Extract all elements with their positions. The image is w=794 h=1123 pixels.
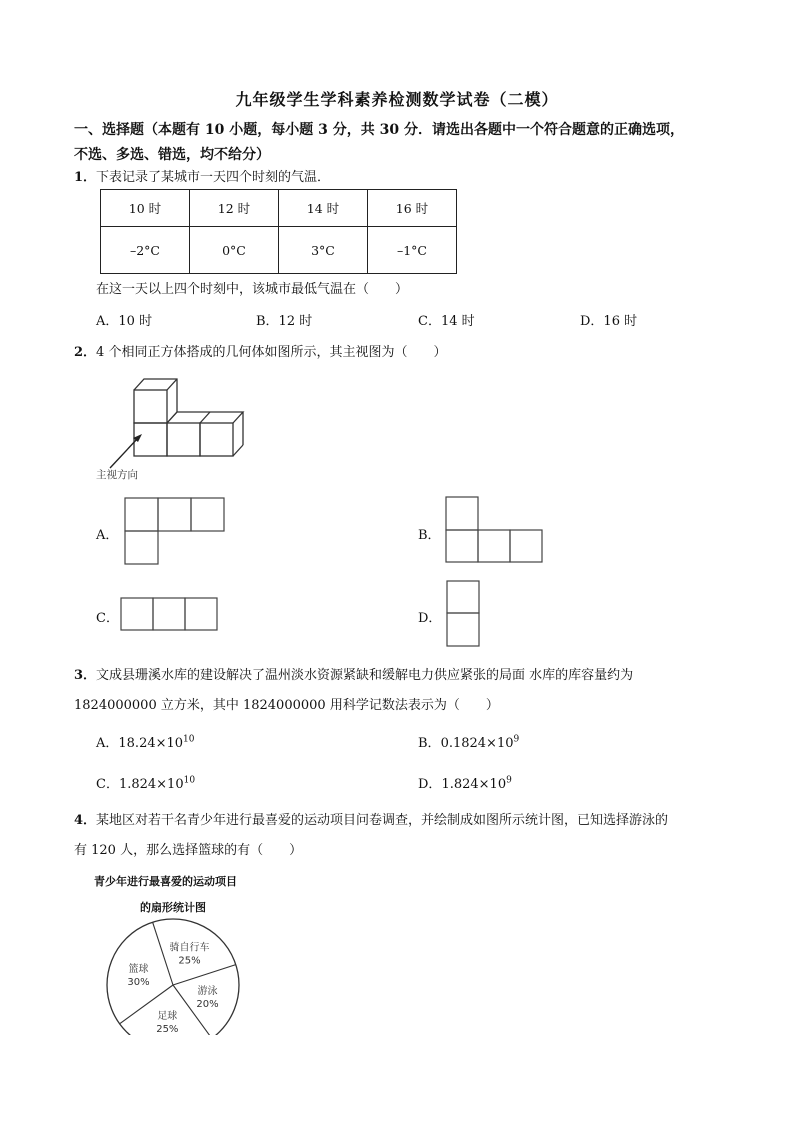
table-header-cell: 10 时 <box>101 190 190 227</box>
table-value-cell: 3°C <box>279 227 368 274</box>
q2-option-d[interactable]: D． <box>418 611 442 626</box>
pie-slice-label: 足球 <box>157 1010 178 1022</box>
option-label: A． <box>96 736 119 751</box>
option-base: 18.24×10 <box>118 736 184 751</box>
option-exponent: 9 <box>506 775 512 786</box>
table-header-cell: 12 时 <box>190 190 279 227</box>
q2-option-c[interactable]: C． <box>96 611 119 626</box>
q1-option-a[interactable]: A．10 时 <box>96 314 153 329</box>
pie-chart <box>100 915 250 1035</box>
question-4-text: 某地区对若干名青少年进行最喜爱的运动项目问卷调查，并绘制成如图所示统计图，已知选择游泳的 <box>96 813 669 828</box>
option-label: D． <box>418 777 442 792</box>
pie-slice-boundary <box>173 965 236 985</box>
q3-option-b[interactable] <box>418 732 519 751</box>
cube-figure <box>90 372 260 482</box>
page-title: 九年级学生学科素养检测数学试卷（二模） <box>235 90 559 109</box>
temperature-table <box>100 189 457 274</box>
section-line-2: 不选、多选、错选，均不给分） <box>74 147 270 163</box>
option-label: B． <box>418 736 441 751</box>
question-3-number: 3． <box>74 668 97 683</box>
q1-option-c[interactable]: C．14 时 <box>418 314 475 329</box>
question-2-text: 4 个相同正方体搭成的几何体如图所示，其主视图为（ ） <box>96 345 447 360</box>
table-header-cell: 14 时 <box>279 190 368 227</box>
pie-slice-label: 篮球 <box>128 963 149 975</box>
q2-option-a[interactable]: A． <box>96 528 119 543</box>
q3-option-d[interactable] <box>418 773 512 792</box>
table-value-cell: –2°C <box>101 227 190 274</box>
question-1-text: 下表记录了某城市一天四个时刻的气温． <box>96 170 331 185</box>
option-label: C． <box>96 777 119 792</box>
question-3-line-1 <box>74 664 633 683</box>
section-header <box>74 118 774 168</box>
question-2-number: 2． <box>74 345 97 360</box>
question-4-line-2: 有 120 人，那么选择篮球的有（ ） <box>74 843 303 858</box>
pie-slice-label: 游泳 <box>197 986 218 998</box>
q1-option-b[interactable]: B．12 时 <box>256 314 313 329</box>
chart-subtitle: 的扇形统计图 <box>140 901 206 914</box>
pie-slice-percent: 20% <box>196 999 219 1011</box>
option-exponent: 9 <box>513 734 520 745</box>
q3-option-a[interactable] <box>96 732 195 751</box>
q2-option-b-figure <box>445 496 545 564</box>
option-exponent: 10 <box>183 775 196 786</box>
table-value-cell: 0°C <box>190 227 279 274</box>
table-value-cell: –1°C <box>368 227 457 274</box>
q3-option-c[interactable] <box>96 773 195 792</box>
option-base: 1.824×10 <box>118 777 184 792</box>
question-3-text: 文成县珊溪水库的建设解决了温州淡水资源紧缺和缓解电力供应紧张的局面 水库的库容量约为 <box>96 668 634 683</box>
option-base: 0.1824×10 <box>440 736 514 751</box>
pie-slice-percent: 25% <box>156 1023 179 1035</box>
question-1-question: 在这一天以上四个时刻中，该城市最低气温在（ ） <box>96 282 409 297</box>
question-3-line-2: 1824000000 立方米，其中 1824000000 用科学记数法表示为（ ） <box>74 698 499 713</box>
question-1-stem <box>74 166 330 185</box>
question-1-number: 1． <box>74 170 97 185</box>
question-4-line-1 <box>74 809 668 828</box>
q2-option-a-figure <box>124 497 226 565</box>
chart-title: 青少年进行最喜爱的运动项目 <box>94 875 237 888</box>
question-2-stem <box>74 341 446 360</box>
q2-option-b[interactable]: B． <box>418 528 441 543</box>
pie-slice-percent: 30% <box>127 976 150 988</box>
q2-option-d-figure <box>446 580 482 648</box>
table-header-cell: 16 时 <box>368 190 457 227</box>
figure-label: 主视方向 <box>96 469 138 481</box>
pie-slice-percent: 25% <box>178 955 201 967</box>
question-4-number: 4． <box>74 813 97 828</box>
q1-option-d[interactable]: D．16 时 <box>580 314 638 329</box>
option-base: 1.824×10 <box>441 777 507 792</box>
section-line-1: 一、选择题（本题有 10 小题，每小题 3 分，共 30 分．请选出各题中一个符合题意的正确选项， <box>74 122 684 138</box>
q2-option-c-figure <box>120 597 220 632</box>
option-exponent: 10 <box>183 734 195 745</box>
pie-slice-label: 骑自行车 <box>169 942 210 954</box>
view-direction-arrow <box>110 434 142 468</box>
